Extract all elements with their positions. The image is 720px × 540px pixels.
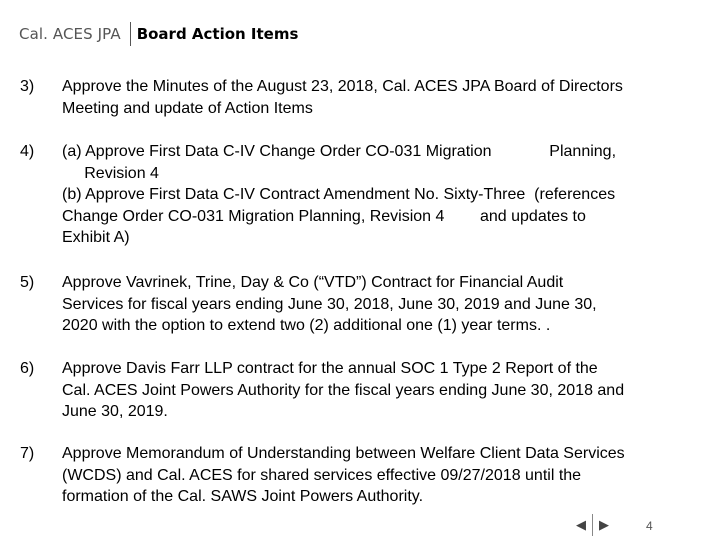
slide-title: Board Action Items (136, 25, 299, 43)
page-number: 4 (646, 519, 653, 533)
item-number: 3) (20, 78, 35, 95)
item-text: Approve Memorandum of Understanding between Welfare Client Data Services (WCDS) and Cal. ACES for shared services effective 09/27/2018 until the formation of the Cal. SAWS Joint Powers Authority. (62, 445, 625, 505)
item-text: Approve Vavrinek, Trine, Day & Co (“VTD”) Contract for Financial Audit Services for fiscal years ending June 30, 2018, June 30, 2019 and June 30, 2020 with the option to extend two (2) additional one (1) year terms. . (62, 274, 597, 334)
item-number: 6) (20, 360, 35, 377)
item-text: Approve Davis Farr LLP contract for the annual SOC 1 Type 2 Report of the Cal. ACES Joint Powers Authority for the fiscal years ending June 30, 2018 and June 30, 2019. (62, 360, 625, 420)
item-number: 5) (20, 274, 35, 291)
navigation-divider (592, 514, 593, 536)
slide-navigation (576, 514, 609, 536)
item-number: 7) (20, 445, 35, 462)
organization-name: Cal. ACES JPA (19, 25, 121, 43)
slide-header (19, 22, 298, 46)
item-text: (a) Approve First Data C-IV Change Order CO-031 Migration Planning, Revision 4 (b) Approve First Data C-IV Contract Amendment No. Sixty-Three (references Change Order CO-031 Migration Planning, Revision 4 and updates to Exhibit A) (62, 143, 617, 246)
next-slide-icon[interactable]: ▶ (599, 517, 609, 532)
item-number: 4) (20, 143, 35, 160)
item-text: Approve the Minutes of the August 23, 2018, Cal. ACES JPA Board of Directors Meeting and update of Action Items (62, 78, 623, 117)
previous-slide-icon[interactable]: ◀ (576, 517, 586, 532)
header-divider (130, 22, 131, 46)
